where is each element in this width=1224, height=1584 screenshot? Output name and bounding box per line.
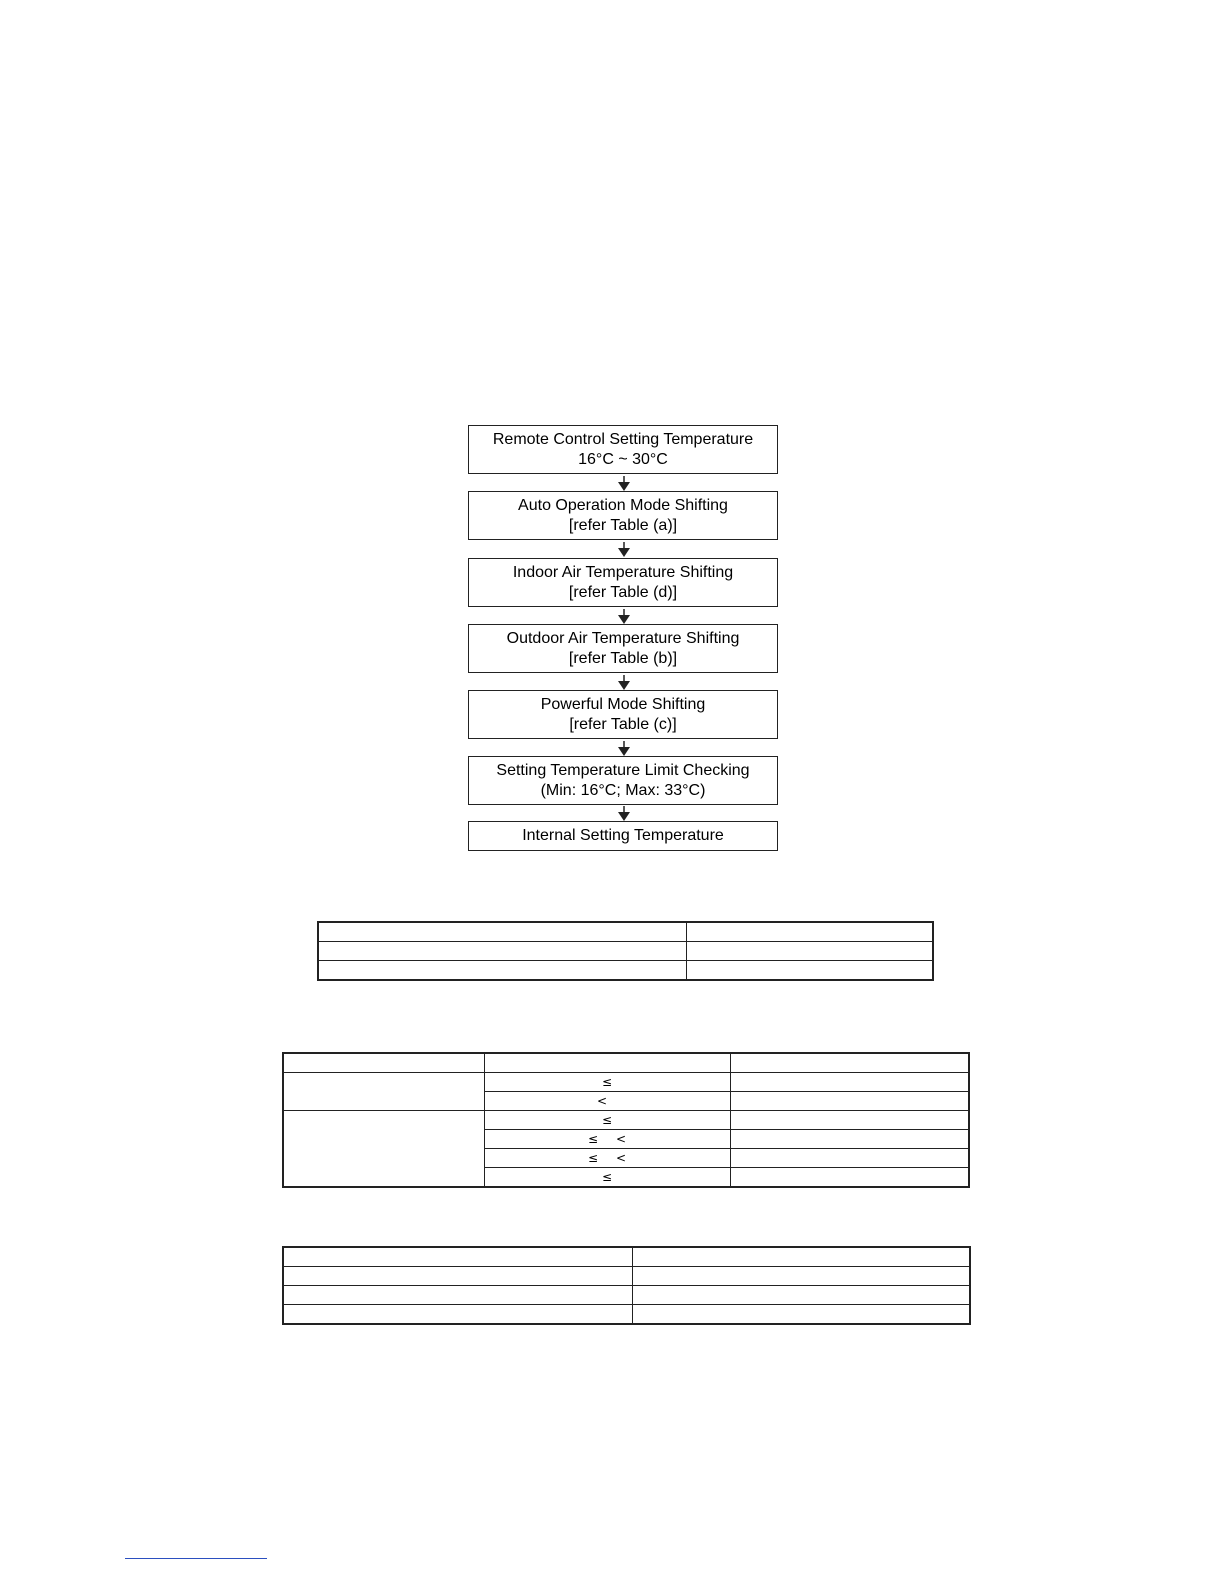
table-cell: [283, 1286, 632, 1305]
flow-step-detail: [refer Table (b)]: [568, 649, 678, 667]
table-row: [283, 1286, 970, 1305]
table-cell: [730, 1130, 969, 1149]
table-cell: [632, 1247, 970, 1267]
flow-step-remote-control-setting: [468, 425, 778, 474]
table-group-cell: [283, 1111, 484, 1188]
flow-arrow-down-icon: [617, 609, 631, 625]
flow-step-title: Remote Control Setting Temperature: [492, 430, 754, 448]
flow-step-title: Setting Temperature Limit Checking: [496, 761, 750, 779]
table-condition-cell: [484, 1130, 730, 1149]
table-group-cell: [283, 1073, 484, 1111]
flow-step-detail: [refer Table (d)]: [568, 583, 678, 601]
flow-step-title: Internal Setting Temperature: [522, 827, 724, 844]
table-cell: [283, 1247, 632, 1267]
table-row: [318, 922, 933, 942]
less-equal-symbol: ≤: [587, 1151, 598, 1165]
less-than-symbol: <: [616, 1132, 627, 1146]
flow-arrow-down-icon: [617, 476, 631, 492]
shift-table-3: [282, 1246, 971, 1325]
flow-step-title: Outdoor Air Temperature Shifting: [506, 629, 740, 647]
table-cell: [686, 922, 933, 942]
table-header-cell: [484, 1053, 730, 1073]
table-row: [283, 1267, 970, 1286]
flow-step-detail: 16°C ~ 30°C: [578, 450, 668, 468]
shift-table-2: [282, 1052, 970, 1188]
flow-step-indoor-air-temperature: [468, 558, 778, 607]
less-equal-symbol: ≤: [601, 1075, 613, 1089]
table-header-cell: [283, 1053, 484, 1073]
less-than-symbol: <: [616, 1151, 627, 1165]
table-cell: [318, 961, 686, 981]
table-cell: [632, 1305, 970, 1325]
table-cell: [632, 1286, 970, 1305]
flow-step-temperature-limit-check: [468, 756, 778, 805]
flow-step-detail: (Min: 16°C; Max: 33°C): [540, 781, 706, 799]
table-condition-cell: [484, 1168, 730, 1188]
footnote-rule: [125, 1558, 267, 1559]
table-row: [318, 961, 933, 981]
table-cell: [632, 1267, 970, 1286]
table-cell: [730, 1111, 969, 1130]
table-row: [283, 1247, 970, 1267]
flow-arrow-down-icon: [617, 806, 631, 822]
flow-step-outdoor-air-temperature: [468, 624, 778, 673]
table-cell: [730, 1149, 969, 1168]
shift-table-1: [317, 921, 934, 981]
flow-step-auto-operation-mode: [468, 491, 778, 540]
flow-step-internal-setting-temperature: [468, 821, 778, 851]
flow-step-title: Indoor Air Temperature Shifting: [512, 563, 734, 581]
less-than-symbol: <: [596, 1094, 608, 1108]
table-row: [283, 1053, 969, 1073]
less-equal-symbol: ≤: [601, 1170, 613, 1184]
flow-step-powerful-mode: [468, 690, 778, 739]
flow-arrow-down-icon: [617, 542, 631, 558]
table-cell: [686, 961, 933, 981]
table-cell: [283, 1305, 632, 1325]
table-condition-cell: [484, 1149, 730, 1168]
flow-arrow-down-icon: [617, 741, 631, 757]
table-cell: [318, 942, 686, 961]
table-cell: [730, 1073, 969, 1092]
table-cell: [686, 942, 933, 961]
table-condition-cell: [484, 1092, 730, 1111]
flow-step-detail: [refer Table (c)]: [569, 715, 677, 733]
less-equal-symbol: ≤: [587, 1132, 598, 1146]
table-row: [283, 1073, 969, 1092]
flow-arrow-down-icon: [617, 675, 631, 691]
flow-step-title: Powerful Mode Shifting: [540, 695, 706, 713]
flow-step-detail: [refer Table (a)]: [568, 516, 678, 534]
table-cell: [318, 922, 686, 942]
table-header-cell: [730, 1053, 969, 1073]
table-row: [283, 1305, 970, 1325]
flow-step-title: Auto Operation Mode Shifting: [518, 496, 728, 514]
table-row: [318, 942, 933, 961]
table-row: [283, 1111, 969, 1130]
table-cell: [730, 1168, 969, 1188]
table-condition-cell: [484, 1111, 730, 1130]
table-cell: [283, 1267, 632, 1286]
less-equal-symbol: ≤: [601, 1113, 613, 1127]
table-condition-cell: [484, 1073, 730, 1092]
table-cell: [730, 1092, 969, 1111]
